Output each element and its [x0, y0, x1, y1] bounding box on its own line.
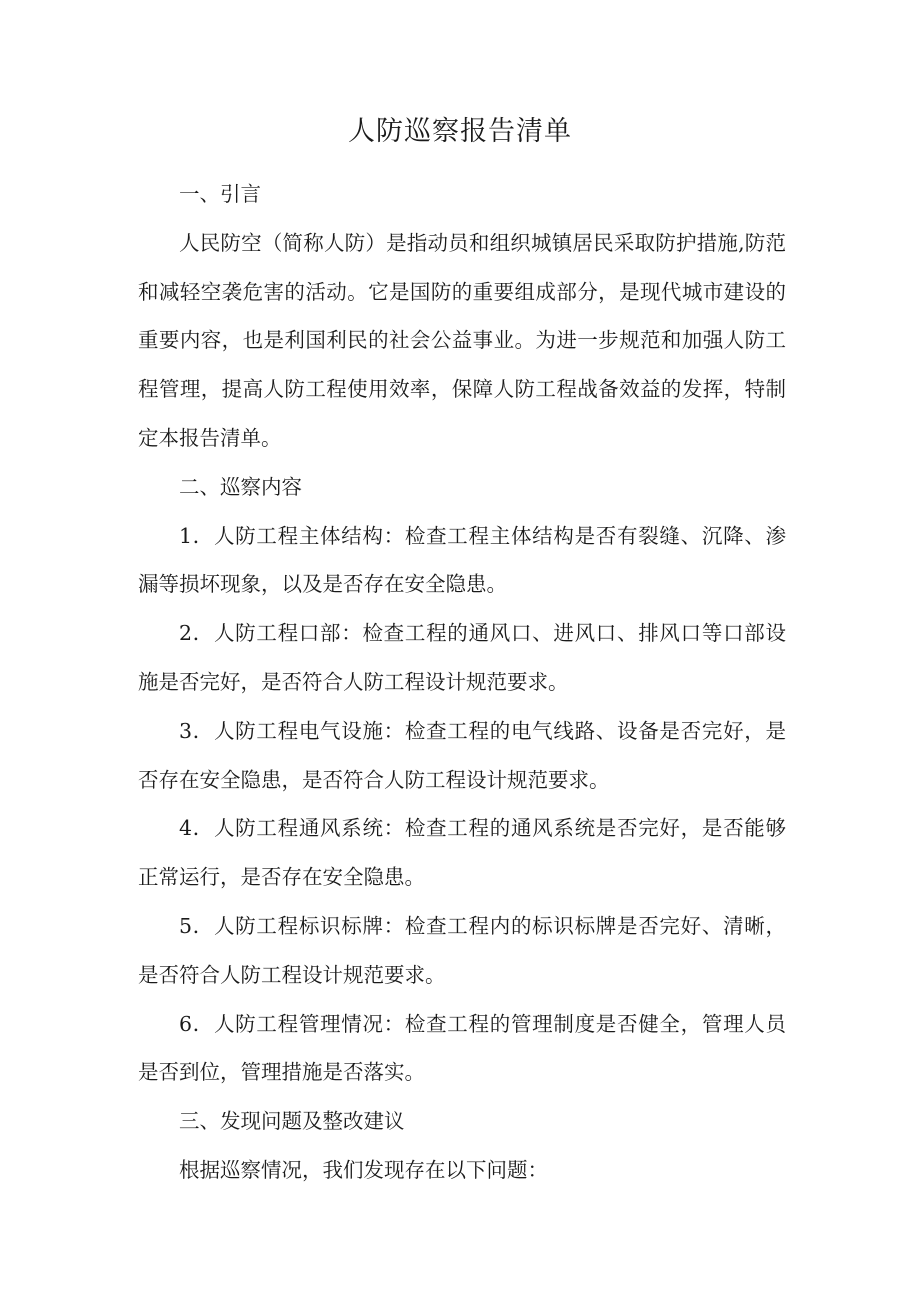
- heading-inspection-content: 二、巡察内容: [179, 474, 302, 499]
- paragraph-introduction: 人民防空（简称人防）是指动员和组织城镇居民采取防护措施,防范和减轻空袭危害的活动。它是国防的重要组成部分，是现代城市建设的重要内容，也是利国利民的社会公益事业。为进一步规范和加强人防工程管理，提高人防工程使用效率，保障人防工程战备效益的发挥，特制定本报告清单。: [138, 230, 786, 450]
- list-item-signage: 5．人防工程标识标牌：检查工程内的标识标牌是否完好、清晰，是否符合人防工程设计规范要求。: [138, 913, 786, 987]
- paragraph-findings-intro: 根据巡察情况，我们发现存在以下问题：: [179, 1157, 548, 1182]
- list-item-entrance: 2．人防工程口部：检查工程的通风口、进风口、排风口等口部设施是否完好，是否符合人防工程设计规范要求。: [138, 621, 786, 694]
- list-item-ventilation: 4．人防工程通风系统：检查工程的通风系统是否完好，是否能够正常运行，是否存在安全隐患。: [138, 816, 786, 890]
- heading-problems-suggestions: 三、发现问题及整改建议: [179, 1109, 405, 1134]
- heading-introduction: 一、引言: [179, 182, 261, 206]
- list-item-main-structure: 1．人防工程主体结构：检查工程主体结构是否有裂缝、沉降、渗漏等损坏现象，以及是否存在安全隐患。: [138, 523, 786, 597]
- list-item-electrical: 3．人防工程电气设施：检查工程的电气线路、设备是否完好，是否存在安全隐患，是否符合人防工程设计规范要求。: [138, 718, 786, 792]
- document-body: [138, 170, 786, 1195]
- document-title: 人防巡察报告清单: [348, 116, 572, 147]
- list-item-management: 6．人防工程管理情况：检查工程的管理制度是否健全，管理人员是否到位，管理措施是否落实。: [138, 1011, 786, 1085]
